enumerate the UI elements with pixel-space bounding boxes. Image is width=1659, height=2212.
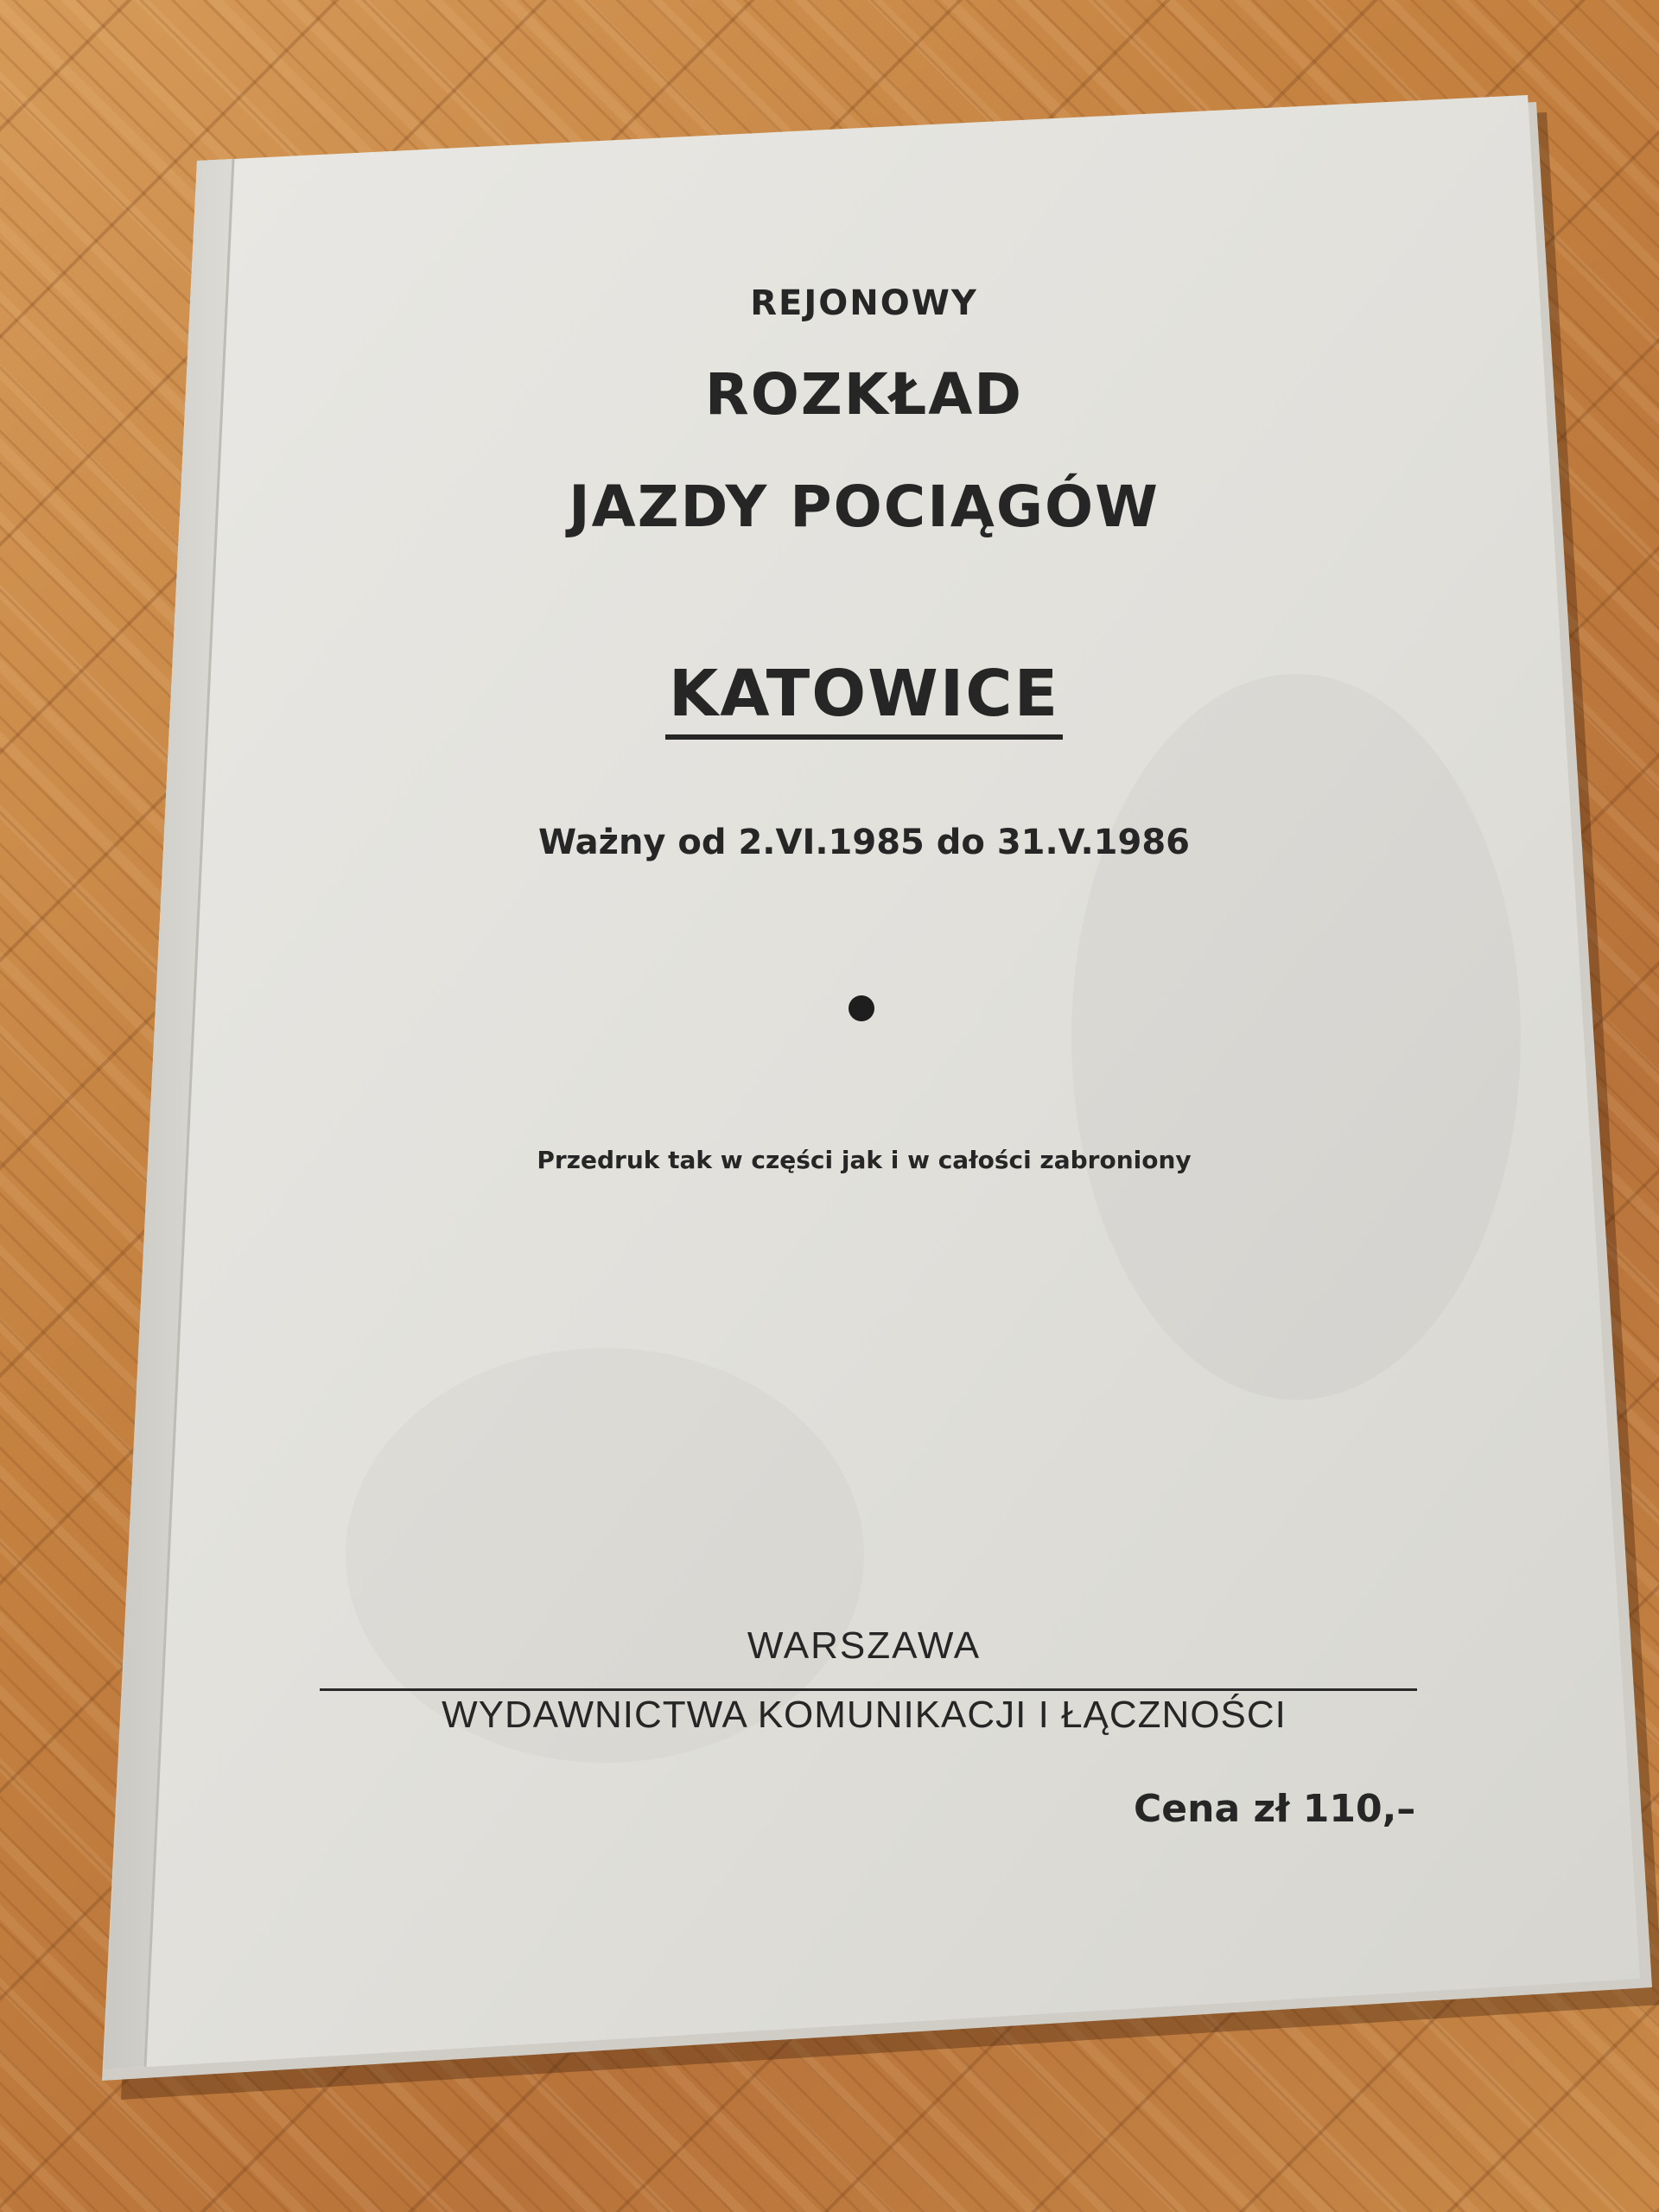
bullet-dot [849, 995, 874, 1021]
cover-subtitle-rejonowy: REJONOWY [750, 283, 978, 323]
cover-title-line-1: ROZKŁAD [704, 361, 1024, 428]
cover-city-heading [259, 657, 1469, 740]
price-label: Cena zł 110,– [1134, 1787, 1416, 1831]
cover-title-line-2: JAZDY POCIĄGÓW [569, 474, 1160, 540]
publisher-city: WARSZAWA [747, 1624, 982, 1667]
cover-text-block [259, 259, 1469, 1987]
cover-city-text: KATOWICE [665, 657, 1063, 740]
publisher-divider [320, 1688, 1417, 1691]
reprint-notice: Przedruk tak w części jak i w całości zabroniony [537, 1146, 1192, 1174]
publisher-name: WYDAWNICTWA KOMUNIKACJI I ŁĄCZNOŚCI [442, 1694, 1287, 1736]
validity-dates: Ważny od 2.VI.1985 do 31.V.1986 [537, 823, 1191, 862]
